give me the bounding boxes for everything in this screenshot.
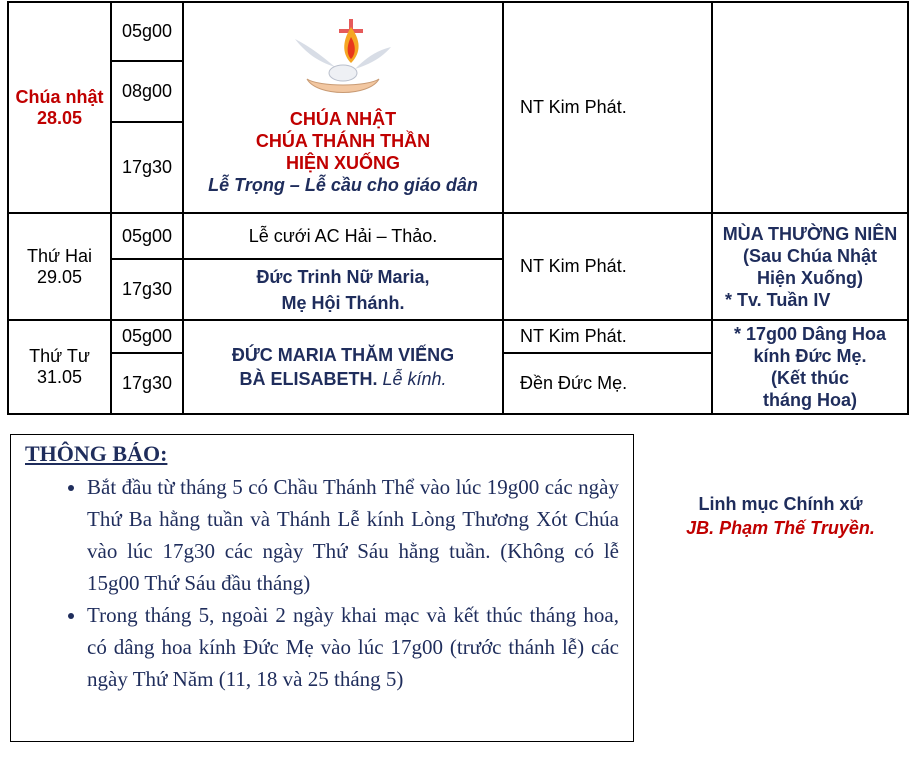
note-line: (Kết thúc [771,368,849,388]
note-line: kính Đức Mẹ. [753,346,867,366]
notice-item: • Bắt đầu từ tháng 5 có Chầu Thánh Thể vào lúc 19g00 các ngày Thứ Ba hằng tuần và Thánh Lễ kính Lòng Thương Xót Chúa vào lúc 17g30 các ngày Thứ Sáu hằng tuần. (Không có lễ 15g00 Thứ Sáu đầu tháng) [87,471,619,599]
feast-line: ĐỨC MARIA THĂM VIẾNG [231,345,455,365]
mass-schedule-table [7,1,909,415]
feast-line: CHÚA NHẬT [289,109,397,129]
feast-subtitle: Lễ Trọng – Lễ cầu cho giáo dân [208,175,478,195]
note-line: tháng Hoa) [763,390,857,410]
time-cell: 17g30 [111,122,183,213]
feast-name: BÀ ELISABETH. [239,369,378,389]
signature-block [646,492,915,540]
note-cell-monday [712,213,908,320]
feast-cell-sunday [183,2,503,213]
notice-list [25,471,619,695]
time-cell: 05g00 [111,213,183,259]
note-line: Hiện Xuống) [757,267,863,288]
day-date: 28.05 [36,107,83,128]
intention-cell: Lễ cưới AC Hải – Thảo. [183,213,503,259]
day-cell-wednesday [8,320,111,414]
celebrant-cell: Đền Đức Mẹ. [503,353,712,414]
notice-heading: THÔNG BÁO: [25,441,168,466]
signature-name: JB. Phạm Thế Truyền. [686,518,875,538]
signature-title: Linh mục Chính xứ [698,494,863,514]
time-cell: 17g30 [111,259,183,320]
note-cell-sunday [712,2,908,213]
note-line: * 17g00 Dâng Hoa [733,324,887,344]
day-name: Thứ Tư [29,346,90,366]
celebrant-cell: NT Kim Phát. [503,320,712,353]
time-cell: 08g00 [111,61,183,122]
holy-spirit-dove-icon [293,17,393,101]
feast-cell-monday [183,259,503,320]
feast-line-2 [184,367,502,391]
celebrant-cell: NT Kim Phát. [503,2,712,213]
feast-line: Đức Trinh Nữ Maria, [256,266,430,287]
note-cell-wednesday [712,320,908,414]
notice-item: • Trong tháng 5, ngoài 2 ngày khai mạc và kết thúc tháng hoa, có dâng hoa kính Đức Mẹ vào lúc 17g00 (trước thánh lễ) các ngày Thứ Năm (11, 18 và 25 tháng 5) [87,599,619,695]
time-cell: 05g00 [111,2,183,61]
feast-line: CHÚA THÁNH THẦN [255,131,431,151]
note-line: MÙA THƯỜNG NIÊN [722,223,898,244]
note-line: * Tv. Tuần IV [725,289,831,310]
feast-line: Mẹ Hội Thánh. [281,292,405,313]
feast-rank: Lễ kính. [382,369,447,389]
feast-cell-wednesday [183,320,503,414]
note-line: (Sau Chúa Nhật [742,245,877,266]
time-cell: 05g00 [111,320,183,353]
day-date: 29.05 [36,266,83,287]
day-cell-monday [8,213,111,320]
time-cell: 17g30 [111,353,183,414]
feast-line: HIỆN XUỐNG [285,153,400,173]
day-date: 31.05 [36,367,83,387]
day-name: Thứ Hai [26,245,93,266]
day-name: Chúa nhật [15,86,104,107]
celebrant-cell: NT Kim Phát. [503,213,712,320]
notice-box [10,434,634,742]
day-cell-sunday [8,2,111,213]
